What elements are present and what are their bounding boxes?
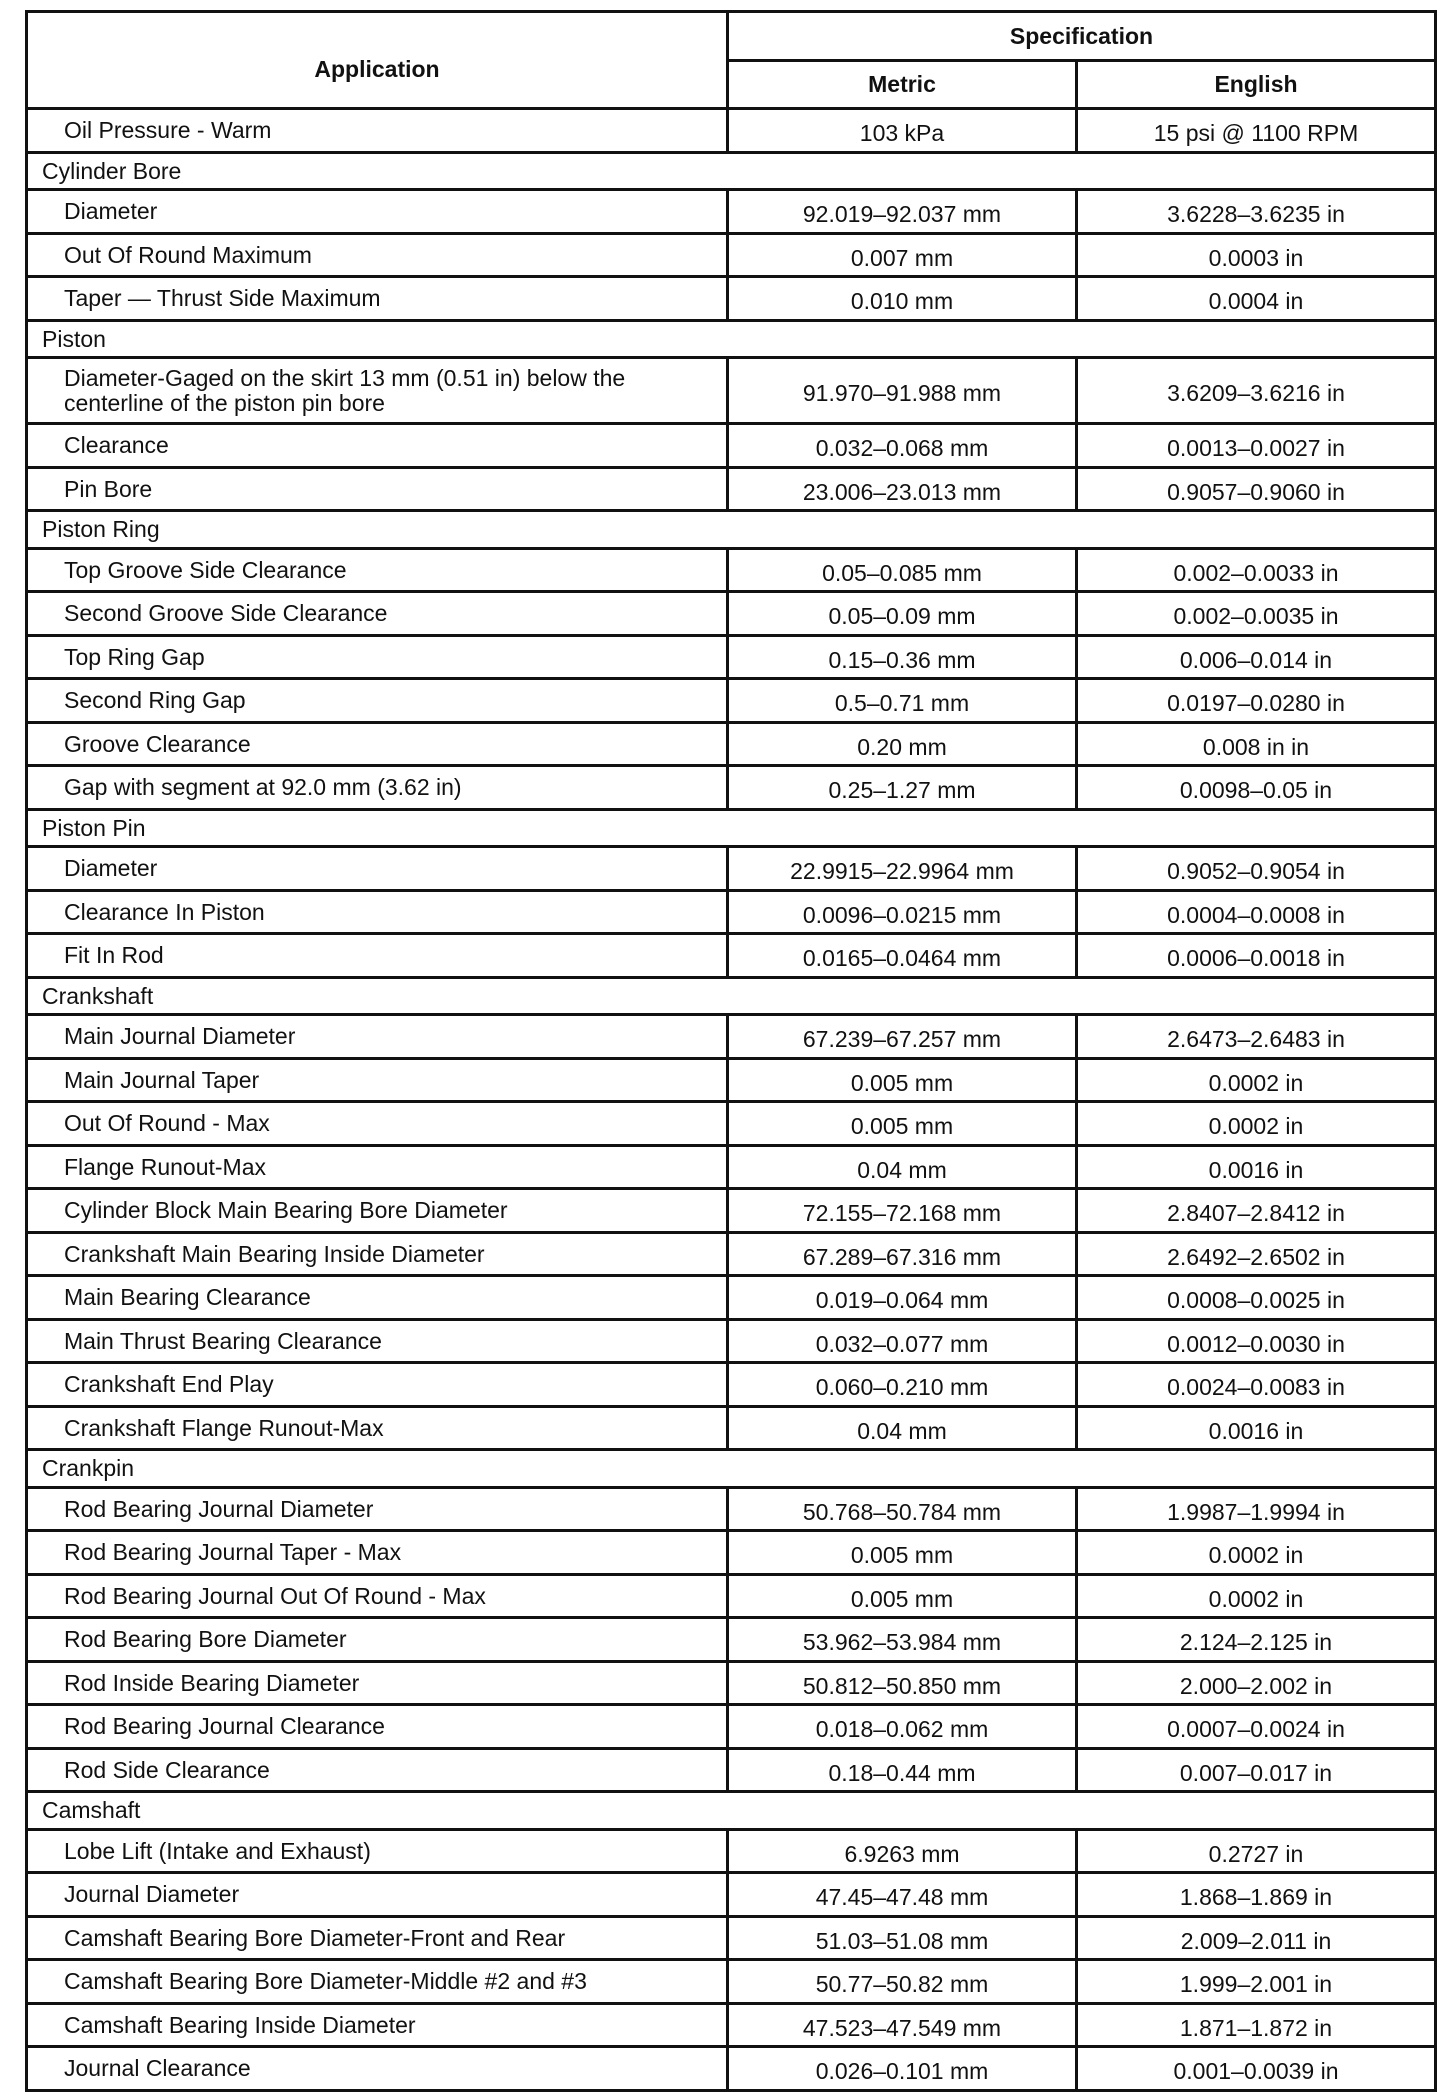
table-row <box>27 1319 1436 1363</box>
application-cell: Second Ring Gap <box>27 679 728 723</box>
metric-cell: 0.04 mm <box>728 1145 1077 1189</box>
table-row <box>27 1618 1436 1662</box>
table-row <box>27 1363 1436 1407</box>
table-row <box>27 548 1436 592</box>
metric-cell: 0.007 mm <box>728 233 1077 277</box>
section-row <box>27 152 1436 190</box>
english-cell: 0.0004–0.0008 in <box>1077 890 1436 934</box>
english-cell: 0.9057–0.9060 in <box>1077 467 1436 511</box>
section-row <box>27 977 1436 1015</box>
application-cell: Second Groove Side Clearance <box>27 592 728 636</box>
application-cell: Rod Inside Bearing Diameter <box>27 1661 728 1705</box>
table-row <box>27 358 1436 424</box>
metric-cell: 0.20 mm <box>728 722 1077 766</box>
table-row <box>27 467 1436 511</box>
english-cell: 0.0002 in <box>1077 1531 1436 1575</box>
english-cell: 0.2727 in <box>1077 1829 1436 1873</box>
application-cell: Crankshaft End Play <box>27 1363 728 1407</box>
english-cell: 0.0024–0.0083 in <box>1077 1363 1436 1407</box>
table-row <box>27 1960 1436 2004</box>
english-cell: 1.868–1.869 in <box>1077 1873 1436 1917</box>
metric-cell: 47.45–47.48 mm <box>728 1873 1077 1917</box>
application-cell: Rod Bearing Journal Diameter <box>27 1487 728 1531</box>
metric-cell: 0.005 mm <box>728 1058 1077 1102</box>
table-row <box>27 1705 1436 1749</box>
application-cell: Crankshaft Flange Runout-Max <box>27 1406 728 1450</box>
english-cell: 2.6492–2.6502 in <box>1077 1232 1436 1276</box>
table-row <box>27 233 1436 277</box>
application-cell: Rod Bearing Journal Out Of Round - Max <box>27 1574 728 1618</box>
english-cell: 0.0003 in <box>1077 233 1436 277</box>
english-cell: 0.9052–0.9054 in <box>1077 847 1436 891</box>
header-specification: Specification <box>728 12 1436 61</box>
english-cell: 0.0197–0.0280 in <box>1077 679 1436 723</box>
specification-table <box>25 10 1437 2092</box>
section-row <box>27 320 1436 358</box>
section-row <box>27 809 1436 847</box>
application-cell: Cylinder Block Main Bearing Bore Diameter <box>27 1189 728 1233</box>
application-cell: Main Journal Taper <box>27 1058 728 1102</box>
application-cell: Clearance <box>27 424 728 468</box>
metric-cell: 0.026–0.101 mm <box>728 2047 1077 2091</box>
metric-cell: 0.25–1.27 mm <box>728 766 1077 810</box>
header-english: English <box>1077 60 1436 109</box>
application-cell: Diameter <box>27 847 728 891</box>
table-row <box>27 1748 1436 1792</box>
english-cell: 0.0004 in <box>1077 277 1436 321</box>
section-row <box>27 1792 1436 1830</box>
english-cell: 15 psi @ 1100 RPM <box>1077 109 1436 153</box>
table-row <box>27 1058 1436 1102</box>
metric-cell: 47.523–47.549 mm <box>728 2003 1077 2047</box>
header-application: Application <box>27 12 728 109</box>
metric-cell: 0.05–0.09 mm <box>728 592 1077 636</box>
english-cell: 1.871–1.872 in <box>1077 2003 1436 2047</box>
english-cell: 0.0012–0.0030 in <box>1077 1319 1436 1363</box>
table-row <box>27 679 1436 723</box>
metric-cell: 0.5–0.71 mm <box>728 679 1077 723</box>
table-row <box>27 1829 1436 1873</box>
section-label: Crankpin <box>27 1450 1436 1488</box>
application-cell: Top Groove Side Clearance <box>27 548 728 592</box>
metric-cell: 0.005 mm <box>728 1102 1077 1146</box>
table-row <box>27 766 1436 810</box>
english-cell: 0.0002 in <box>1077 1574 1436 1618</box>
application-cell: Lobe Lift (Intake and Exhaust) <box>27 1829 728 1873</box>
english-cell: 2.009–2.011 in <box>1077 1916 1436 1960</box>
english-cell: 0.008 in in <box>1077 722 1436 766</box>
english-cell: 1.9987–1.9994 in <box>1077 1487 1436 1531</box>
metric-cell: 53.962–53.984 mm <box>728 1618 1077 1662</box>
english-cell: 0.006–0.014 in <box>1077 635 1436 679</box>
section-label: Cylinder Bore <box>27 152 1436 190</box>
metric-cell: 72.155–72.168 mm <box>728 1189 1077 1233</box>
english-cell: 0.0007–0.0024 in <box>1077 1705 1436 1749</box>
english-cell: 1.999–2.001 in <box>1077 1960 1436 2004</box>
table-row <box>27 277 1436 321</box>
section-label: Piston Ring <box>27 511 1436 549</box>
table-row <box>27 592 1436 636</box>
metric-cell: 67.289–67.316 mm <box>728 1232 1077 1276</box>
english-cell: 0.0008–0.0025 in <box>1077 1276 1436 1320</box>
metric-cell: 0.010 mm <box>728 277 1077 321</box>
table-row <box>27 1015 1436 1059</box>
table-row <box>27 2003 1436 2047</box>
metric-cell: 23.006–23.013 mm <box>728 467 1077 511</box>
table-row <box>27 1276 1436 1320</box>
english-cell: 0.001–0.0039 in <box>1077 2047 1436 2091</box>
table-body <box>27 109 1436 2091</box>
english-cell: 0.0016 in <box>1077 1145 1436 1189</box>
english-cell: 0.0016 in <box>1077 1406 1436 1450</box>
application-cell: Rod Bearing Journal Taper - Max <box>27 1531 728 1575</box>
application-cell: Main Thrust Bearing Clearance <box>27 1319 728 1363</box>
english-cell: 3.6209–3.6216 in <box>1077 358 1436 424</box>
metric-cell: 0.0165–0.0464 mm <box>728 934 1077 978</box>
application-cell: Rod Bearing Journal Clearance <box>27 1705 728 1749</box>
application-cell: Oil Pressure - Warm <box>27 109 728 153</box>
english-cell: 0.0002 in <box>1077 1102 1436 1146</box>
application-cell: Main Journal Diameter <box>27 1015 728 1059</box>
metric-cell: 0.18–0.44 mm <box>728 1748 1077 1792</box>
application-cell: Camshaft Bearing Bore Diameter-Middle #2 and #3 <box>27 1960 728 2004</box>
application-cell: Rod Side Clearance <box>27 1748 728 1792</box>
table-row <box>27 1531 1436 1575</box>
header-metric: Metric <box>728 60 1077 109</box>
metric-cell: 103 kPa <box>728 109 1077 153</box>
english-cell: 2.8407–2.8412 in <box>1077 1189 1436 1233</box>
english-cell: 2.124–2.125 in <box>1077 1618 1436 1662</box>
metric-cell: 92.019–92.037 mm <box>728 190 1077 234</box>
application-cell: Groove Clearance <box>27 722 728 766</box>
application-cell: Diameter <box>27 190 728 234</box>
application-cell: Camshaft Bearing Inside Diameter <box>27 2003 728 2047</box>
metric-cell: 0.019–0.064 mm <box>728 1276 1077 1320</box>
table-row <box>27 1661 1436 1705</box>
table-row <box>27 1189 1436 1233</box>
table-header <box>27 12 1436 109</box>
english-cell: 3.6228–3.6235 in <box>1077 190 1436 234</box>
application-cell: Flange Runout-Max <box>27 1145 728 1189</box>
metric-cell: 22.9915–22.9964 mm <box>728 847 1077 891</box>
application-cell: Crankshaft Main Bearing Inside Diameter <box>27 1232 728 1276</box>
table-row <box>27 424 1436 468</box>
section-row <box>27 511 1436 549</box>
table-row <box>27 1916 1436 1960</box>
metric-cell: 0.05–0.085 mm <box>728 548 1077 592</box>
table-row <box>27 1406 1436 1450</box>
application-cell: Clearance In Piston <box>27 890 728 934</box>
application-cell: Gap with segment at 92.0 mm (3.62 in) <box>27 766 728 810</box>
english-cell: 0.0002 in <box>1077 1058 1436 1102</box>
application-cell: Out Of Round Maximum <box>27 233 728 277</box>
table-row <box>27 635 1436 679</box>
application-cell: Pin Bore <box>27 467 728 511</box>
application-cell: Taper — Thrust Side Maximum <box>27 277 728 321</box>
table-row <box>27 722 1436 766</box>
english-cell: 0.0006–0.0018 in <box>1077 934 1436 978</box>
english-cell: 2.6473–2.6483 in <box>1077 1015 1436 1059</box>
metric-cell: 0.032–0.077 mm <box>728 1319 1077 1363</box>
application-cell: Fit In Rod <box>27 934 728 978</box>
table-row <box>27 190 1436 234</box>
application-cell: Out Of Round - Max <box>27 1102 728 1146</box>
table-row <box>27 1487 1436 1531</box>
application-cell: Journal Clearance <box>27 2047 728 2091</box>
table-row <box>27 1873 1436 1917</box>
metric-cell: 50.768–50.784 mm <box>728 1487 1077 1531</box>
metric-cell: 0.005 mm <box>728 1531 1077 1575</box>
table-row <box>27 890 1436 934</box>
application-cell: Camshaft Bearing Bore Diameter-Front and Rear <box>27 1916 728 1960</box>
english-cell: 0.0098–0.05 in <box>1077 766 1436 810</box>
application-cell: Rod Bearing Bore Diameter <box>27 1618 728 1662</box>
english-cell: 0.0013–0.0027 in <box>1077 424 1436 468</box>
table-row <box>27 109 1436 153</box>
table-row <box>27 847 1436 891</box>
table-row <box>27 1574 1436 1618</box>
application-cell: Top Ring Gap <box>27 635 728 679</box>
english-cell: 0.002–0.0033 in <box>1077 548 1436 592</box>
english-cell: 0.002–0.0035 in <box>1077 592 1436 636</box>
metric-cell: 0.032–0.068 mm <box>728 424 1077 468</box>
metric-cell: 0.005 mm <box>728 1574 1077 1618</box>
metric-cell: 51.03–51.08 mm <box>728 1916 1077 1960</box>
application-cell: Main Bearing Clearance <box>27 1276 728 1320</box>
section-label: Camshaft <box>27 1792 1436 1830</box>
application-cell: Diameter-Gaged on the skirt 13 mm (0.51 in) below the centerline of the piston pin bore <box>27 358 728 424</box>
metric-cell: 0.018–0.062 mm <box>728 1705 1077 1749</box>
table-row <box>27 1102 1436 1146</box>
table-row <box>27 934 1436 978</box>
metric-cell: 0.0096–0.0215 mm <box>728 890 1077 934</box>
metric-cell: 6.9263 mm <box>728 1829 1077 1873</box>
section-label: Piston <box>27 320 1436 358</box>
metric-cell: 50.77–50.82 mm <box>728 1960 1077 2004</box>
metric-cell: 50.812–50.850 mm <box>728 1661 1077 1705</box>
application-cell: Journal Diameter <box>27 1873 728 1917</box>
section-label: Crankshaft <box>27 977 1436 1015</box>
english-cell: 2.000–2.002 in <box>1077 1661 1436 1705</box>
english-cell: 0.007–0.017 in <box>1077 1748 1436 1792</box>
metric-cell: 91.970–91.988 mm <box>728 358 1077 424</box>
section-label: Piston Pin <box>27 809 1436 847</box>
table-row <box>27 2047 1436 2091</box>
metric-cell: 0.15–0.36 mm <box>728 635 1077 679</box>
metric-cell: 0.04 mm <box>728 1406 1077 1450</box>
metric-cell: 0.060–0.210 mm <box>728 1363 1077 1407</box>
table-row <box>27 1232 1436 1276</box>
section-row <box>27 1450 1436 1488</box>
metric-cell: 67.239–67.257 mm <box>728 1015 1077 1059</box>
table-row <box>27 1145 1436 1189</box>
